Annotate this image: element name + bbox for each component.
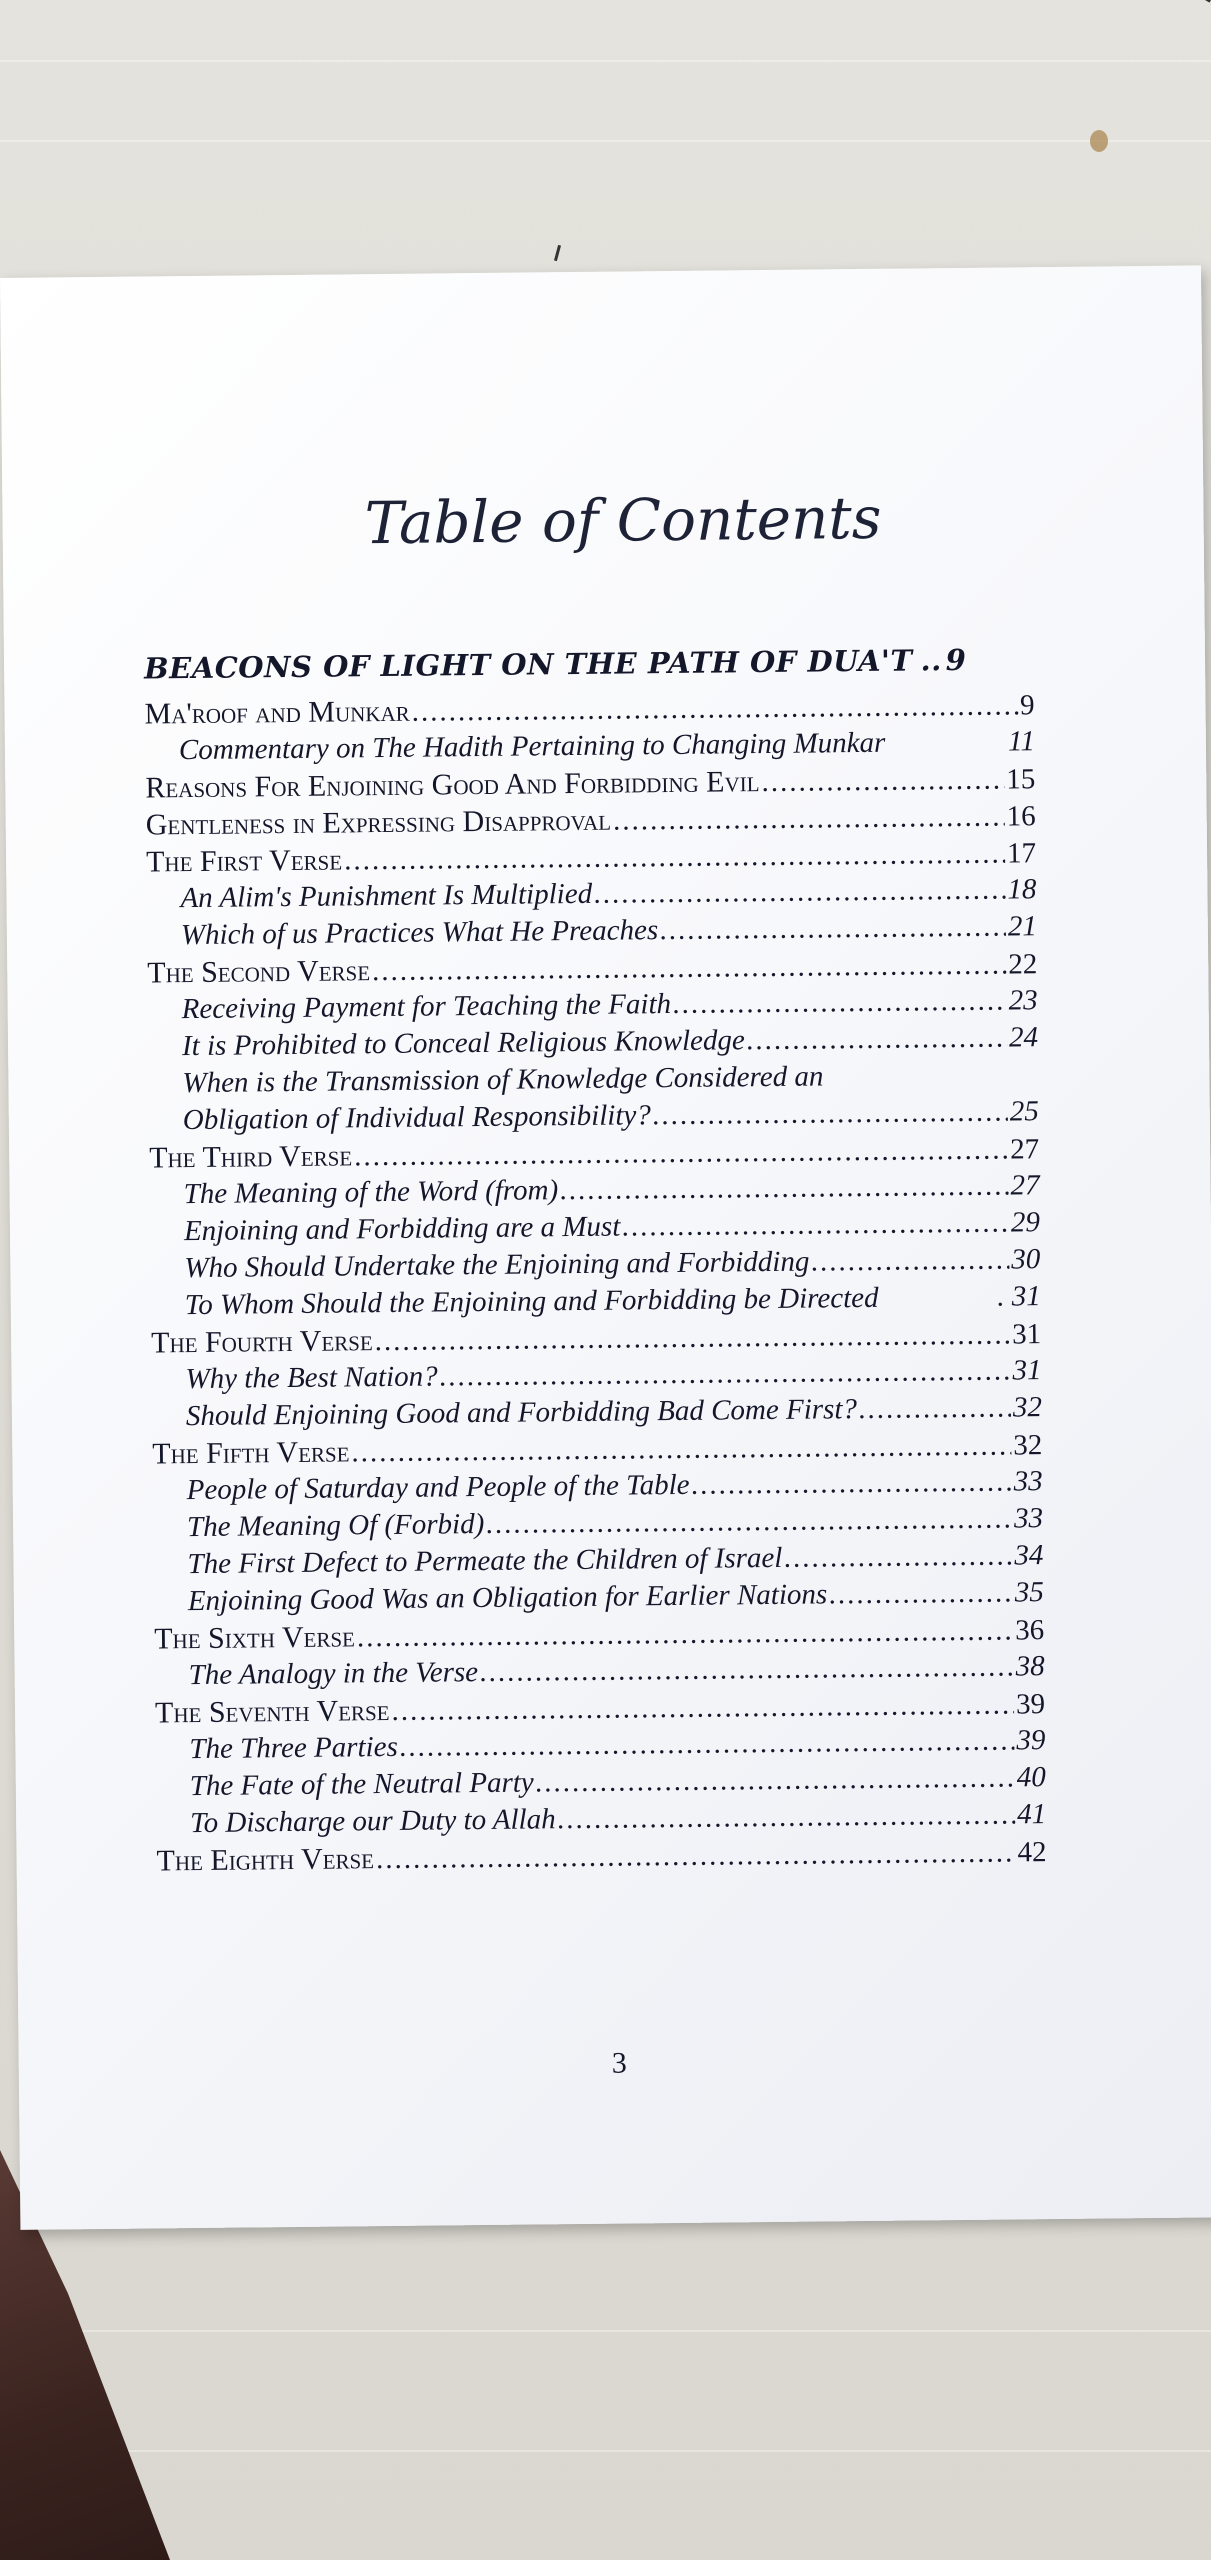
toc-entry-page: 35 [1014, 1576, 1044, 1609]
toc-entry-page: 25 [1009, 1095, 1039, 1128]
toc-entry-page: 32 [1013, 1429, 1043, 1462]
toc-dot-leader [486, 1500, 1012, 1543]
toc-entry-page: 42 [1017, 1836, 1047, 1869]
toc-entry-page: 41 [1016, 1798, 1047, 1831]
toc-entry-title: People of Saturday and People of the Table [186, 1468, 690, 1507]
toc-entry-title: Enjoining Good Was an Obligation for Earlier Nations [187, 1578, 828, 1618]
toc-entry-title: Who Should Undertake the Enjoining and Forbidding [184, 1245, 810, 1285]
toc-dot-leader [691, 1463, 1012, 1503]
toc-dot-leader [613, 799, 1005, 840]
toc-entry-title: When is the Transmission of Knowledge Considered an [182, 1060, 824, 1100]
toc-entry-title: The Sixth Verse [154, 1620, 356, 1656]
toc-entry-title: The Eighth Verse [156, 1842, 375, 1878]
toc-entry-title: The Fourth Verse [150, 1324, 373, 1360]
toc-entry-page: 16 [1006, 800, 1036, 833]
toc-entry-title: Gentleness in Expressing Disapproval [145, 803, 612, 842]
toc-entry-title: It is Prohibited to Conceal Religious Knowledge [181, 1024, 745, 1063]
toc-entry-page: 24 [1008, 1021, 1039, 1054]
toc-entry-page: 36 [1015, 1614, 1045, 1647]
toc-entry-page: 33 [1013, 1502, 1044, 1535]
toc-entry-title: Enjoining and Forbidding are a Must [183, 1210, 621, 1248]
toc-entry-title: Receiving Payment for Teaching the Faith [181, 988, 672, 1026]
toc-entry-page: 23 [1008, 984, 1038, 1017]
toc-dot-leader [400, 1722, 1015, 1765]
toc-entry-page: 27 [1010, 1169, 1040, 1202]
table-stain [1090, 130, 1108, 152]
toc-chapter-entry [144, 686, 1034, 732]
toc-dot-leader [376, 1834, 1016, 1878]
toc-entry-title: The Three Parties [189, 1730, 398, 1766]
toc-entry-title: Commentary on The Hadith Pertaining to Changing Munkar [178, 726, 886, 767]
toc-entry-page: 29 [1010, 1206, 1041, 1239]
toc-dot-leader [411, 687, 1018, 730]
toc-entry-title: The Analogy in the Verse [188, 1656, 479, 1692]
toc-dot-leader [439, 1352, 1010, 1395]
table-of-contents [144, 642, 1047, 1879]
page-title: Table of Contents [364, 483, 882, 558]
toc-entry-page: 39 [1016, 1724, 1046, 1757]
toc-dot-leader [859, 1389, 1011, 1428]
toc-gap [879, 1306, 998, 1307]
toc-dot-leader [660, 909, 1006, 950]
part-heading-label: BEACONS OF LIGHT ON THE PATH OF DUA'T [143, 643, 913, 686]
toc-dot-leader [560, 1167, 1009, 1209]
toc-entry-page: 22 [1008, 948, 1038, 981]
toc-entry-page: 32 [1012, 1391, 1043, 1424]
toc-chapter-entry [156, 1833, 1046, 1879]
toc-dot-leader [653, 1093, 1008, 1134]
toc-dot-leader [761, 762, 1004, 802]
part-heading-page: 9 [945, 642, 967, 678]
part-heading [144, 642, 1034, 685]
table-grain [0, 140, 1211, 142]
toc-dot-leader [829, 1574, 1013, 1613]
toc-entry-page: 15 [1006, 763, 1036, 796]
toc-entry-title: Should Enjoining Good and Forbidding Bad Come First? [185, 1393, 858, 1433]
toc-entry-title: An Alim's Punishment Is Multiplied [180, 877, 593, 915]
toc-entry-title: The Meaning of the Word (from) [183, 1174, 559, 1211]
toc-entry-page: 27 [1010, 1133, 1040, 1166]
toc-dot-leader [536, 1759, 1015, 1801]
toc-dot-leader [557, 1796, 1015, 1838]
toc-entry-title: Obligation of Individual Responsibility? [182, 1099, 651, 1137]
table-grain [0, 60, 1211, 62]
toc-entry-title: Why the Best Nation? [185, 1360, 438, 1396]
toc-entry-title: To Whom Should the Enjoining and Forbidding be Directed [184, 1281, 879, 1322]
toc-entry-title: The First Verse [145, 843, 343, 879]
toc-entry-page: 34 [1014, 1539, 1044, 1572]
toc-entry-title: To Discharge our Duty to Allah [190, 1803, 556, 1840]
toc-entries [144, 686, 1046, 1879]
toc-dot-leader [594, 872, 1006, 913]
table-corner-edge [1138, 0, 1211, 37]
toc-entry-title: The Meaning Of (Forbid) [186, 1507, 485, 1544]
book-page [0, 265, 1211, 2229]
toc-entry-page: 40 [1016, 1761, 1046, 1794]
table-grain [0, 2330, 1211, 2332]
toc-entry-title: The Fate of the Neutral Party [189, 1766, 534, 1803]
page-number: 3 [611, 2046, 627, 2080]
toc-gap [885, 750, 1008, 751]
toc-entry-title: Ma'roof and Munkar [144, 694, 410, 731]
toc-entry-page: 9 [1019, 689, 1035, 722]
toc-entry-page: 11 [1007, 725, 1036, 758]
toc-entry-page: 17 [1006, 837, 1037, 870]
toc-entry-title: The Second Verse [147, 954, 371, 990]
toc-entry-page: 21 [1007, 910, 1038, 943]
toc-dot-leader [622, 1204, 1009, 1245]
toc-entry-title: Reasons For Enjoining Good And Forbidding Evil [145, 765, 760, 805]
toc-entry-title: The Seventh Verse [154, 1694, 390, 1730]
toc-entry-title: Which of us Practices What He Preaches [180, 914, 659, 952]
toc-entry-title: The First Defect to Permeate the Children of Israel [187, 1541, 783, 1581]
toc-dot-leader [784, 1537, 1012, 1576]
table-grain [0, 2450, 1211, 2452]
toc-entry-page: 33 [1013, 1465, 1043, 1498]
toc-dot-leader [747, 1019, 1008, 1059]
toc-entry-page: 31 [1011, 1318, 1042, 1351]
toc-entry-page: 18 [1007, 873, 1037, 906]
toc-entry-page: 39 [1015, 1688, 1046, 1721]
toc-dot-leader [480, 1648, 1014, 1691]
toc-entry-title: The Third Verse [149, 1139, 353, 1175]
toc-entry-page: 30 [1011, 1243, 1041, 1276]
toc-entry-page: 31 [1012, 1354, 1042, 1387]
toc-dot-leader [673, 982, 1007, 1022]
toc-entry-title: The Fifth Verse [152, 1435, 350, 1471]
toc-entry-page: 38 [1015, 1650, 1045, 1683]
part-heading-leader: .. [920, 643, 942, 678]
pencil-mark [554, 245, 561, 261]
toc-entry-page: . 31 [997, 1280, 1041, 1313]
toc-dot-leader [811, 1241, 1009, 1280]
